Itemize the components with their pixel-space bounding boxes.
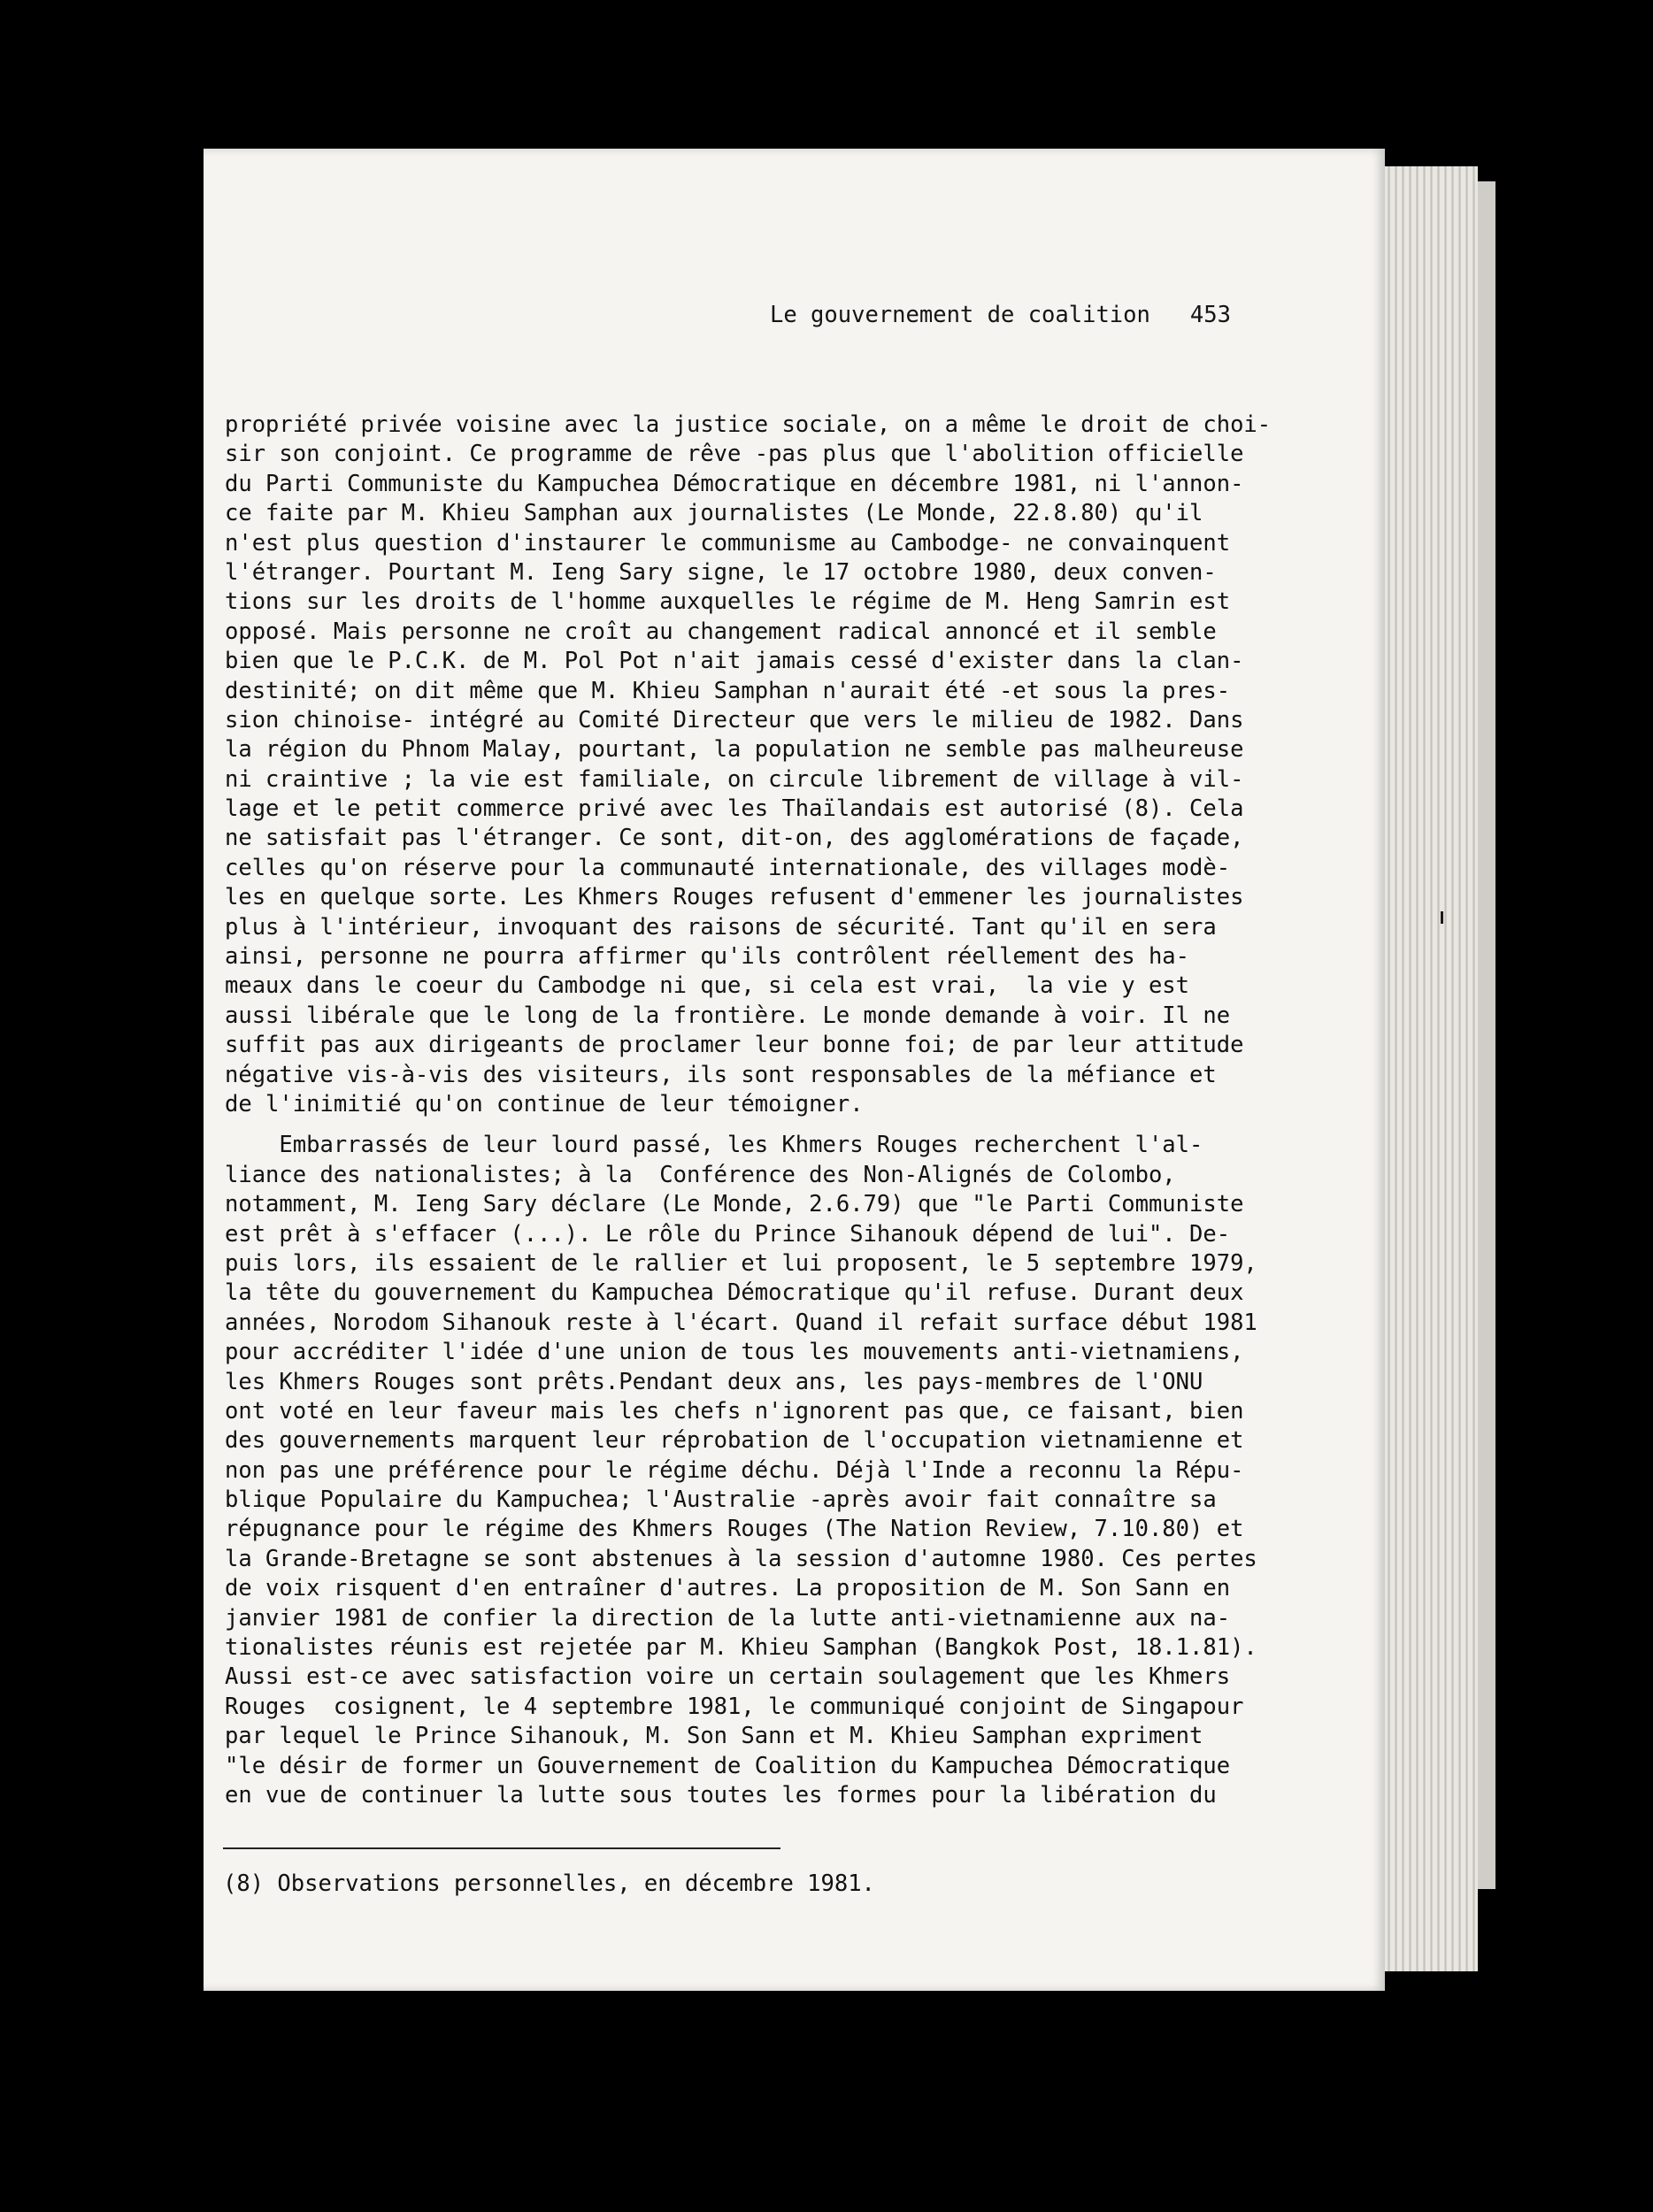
text-line: celles qu'on réserve pour la communauté internationale, des villages modè- (225, 854, 1231, 881)
text-line: tionalistes réunis est rejetée par M. Khieu Samphan (Bangkok Post, 18.1.81). (225, 1634, 1257, 1662)
text-line: de voix risquent d'en entraîner d'autres. La proposition de M. Son Sann en (225, 1575, 1231, 1602)
page-number: 453 (1189, 302, 1231, 328)
text-line: plus à l'intérieur, invoquant des raisons de sécurité. Tant qu'il en sera (225, 913, 1217, 941)
text-line: liance des nationalistes; à la Conférence des Non-Alignés de Colombo, (225, 1161, 1176, 1188)
text-line: notamment, M. Ieng Sary déclare (Le Monde, 2.6.79) que "le Parti Communiste (225, 1191, 1244, 1218)
text-line: "le désir de former un Gouvernement de Coalition du Kampuchea Démocratique (225, 1752, 1231, 1779)
body-text (225, 411, 1322, 1810)
text-line: des gouvernements marquent leur réprobation de l'occupation vietnamienne et (225, 1427, 1244, 1455)
text-line: Embarrassés de leur lourd passé, les Khmers Rouges recherchent l'al- (225, 1132, 1203, 1159)
running-header (770, 302, 1231, 328)
text-line: non pas une préférence pour le régime déchu. Déjà l'Inde a reconnu la Répu- (225, 1456, 1244, 1484)
text-line: est prêt à s'effacer (...). Le rôle du Prince Sihanouk dépend de lui". De- (225, 1220, 1231, 1248)
text-line: pour accréditer l'idée d'une union de tous les mouvements anti-vietnamiens, (225, 1339, 1244, 1366)
text-line: de l'inimitié qu'on continue de leur témoigner. (225, 1090, 864, 1118)
text-line: ont voté en leur faveur mais les chefs n'ignorent pas que, ce faisant, bien (225, 1397, 1244, 1425)
text-line: lage et le petit commerce privé avec les Thaïlandais est autorisé (8). Cela (225, 795, 1244, 823)
book-page-edges (1376, 166, 1478, 1971)
text-line: janvier 1981 de confier la direction de la lutte anti-vietnamienne aux na- (225, 1604, 1231, 1632)
header-title: Le gouvernement de coalition (770, 302, 1150, 328)
text-line: ainsi, personne ne pourra affirmer qu'ils contrôlent réellement des ha- (225, 943, 1190, 971)
text-line: l'étranger. Pourtant M. Ieng Sary signe, le 17 octobre 1980, deux conven- (225, 558, 1217, 586)
text-line: les Khmers Rouges sont prêts.Pendant deux ans, les pays-membres de l'ONU (225, 1368, 1203, 1395)
page-edge-mark (1441, 911, 1443, 924)
text-line: aussi libérale que le long de la frontière. Le monde demande à voir. Il ne (225, 1002, 1231, 1029)
text-line: ce faite par M. Khieu Samphan aux journalistes (Le Monde, 22.8.80) qu'il (225, 500, 1203, 527)
text-line: la région du Phnom Malay, pourtant, la population ne semble pas malheureuse (225, 736, 1244, 764)
text-line: propriété privée voisine avec la justice sociale, on a même le droit de choi- (225, 411, 1272, 438)
text-line: années, Norodom Sihanouk reste à l'écart. Quand il refait surface début 1981 (225, 1309, 1257, 1336)
text-line: Rouges cosignent, le 4 septembre 1981, le communiqué conjoint de Singapour (225, 1693, 1244, 1720)
text-line: du Parti Communiste du Kampuchea Démocratique en décembre 1981, ni l'annon- (225, 470, 1244, 497)
text-line: destinité; on dit même que M. Khieu Samphan n'aurait été -et sous la pres- (225, 677, 1231, 704)
paragraph-2 (225, 1131, 1322, 1810)
footnote: (8) Observations personnelles, en décembre 1981. (223, 1870, 875, 1897)
text-line: ne satisfait pas l'étranger. Ce sont, dit-on, des agglomérations de façade, (225, 825, 1244, 852)
text-line: ni craintive ; la vie est familiale, on circule librement de village à vil- (225, 765, 1244, 793)
text-line: les en quelque sorte. Les Khmers Rouges refusent d'emmener les journalistes (225, 884, 1244, 911)
footnote-rule (223, 1847, 780, 1849)
text-line: Aussi est-ce avec satisfaction voire un certain soulagement que les Khmers (225, 1663, 1231, 1691)
text-line: puis lors, ils essaient de le rallier et lui proposent, le 5 septembre 1979, (225, 1249, 1257, 1277)
text-line: opposé. Mais personne ne croît au changement radical annoncé et il semble (225, 618, 1217, 645)
book-page (204, 149, 1385, 1991)
text-line: blique Populaire du Kampuchea; l'Australie -après avoir fait connaître sa (225, 1486, 1217, 1514)
text-line: en vue de continuer la lutte sous toutes les formes pour la libération du (225, 1781, 1217, 1809)
text-line: négative vis-à-vis des visiteurs, ils sont responsables de la méfiance et (225, 1061, 1217, 1088)
paragraph-1 (225, 411, 1322, 1119)
text-line: sir son conjoint. Ce programme de rêve -pas plus que l'abolition officielle (225, 441, 1244, 468)
text-line: par lequel le Prince Sihanouk, M. Son Sann et M. Khieu Samphan expriment (225, 1723, 1203, 1750)
text-line: n'est plus question d'instaurer le communisme au Cambodge- ne convainquent (225, 529, 1231, 557)
text-line: la Grande-Bretagne se sont abstenues à la session d'automne 1980. Ces pertes (225, 1545, 1257, 1572)
text-line: sion chinoise- intégré au Comité Directeur que vers le milieu de 1982. Dans (225, 706, 1244, 733)
text-line: la tête du gouvernement du Kampuchea Démocratique qu'il refuse. Durant deux (225, 1279, 1244, 1307)
text-line: répugnance pour le régime des Khmers Rouges (The Nation Review, 7.10.80) et (225, 1516, 1244, 1543)
text-line: meaux dans le coeur du Cambodge ni que, si cela est vrai, la vie y est (225, 972, 1190, 1000)
text-line: tions sur les droits de l'homme auxquelles le régime de M. Heng Samrin est (225, 588, 1231, 616)
text-line: suffit pas aux dirigeants de proclamer leur bonne foi; de par leur attitude (225, 1032, 1244, 1059)
text-line: bien que le P.C.K. de M. Pol Pot n'ait jamais cessé d'exister dans la clan- (225, 648, 1244, 675)
